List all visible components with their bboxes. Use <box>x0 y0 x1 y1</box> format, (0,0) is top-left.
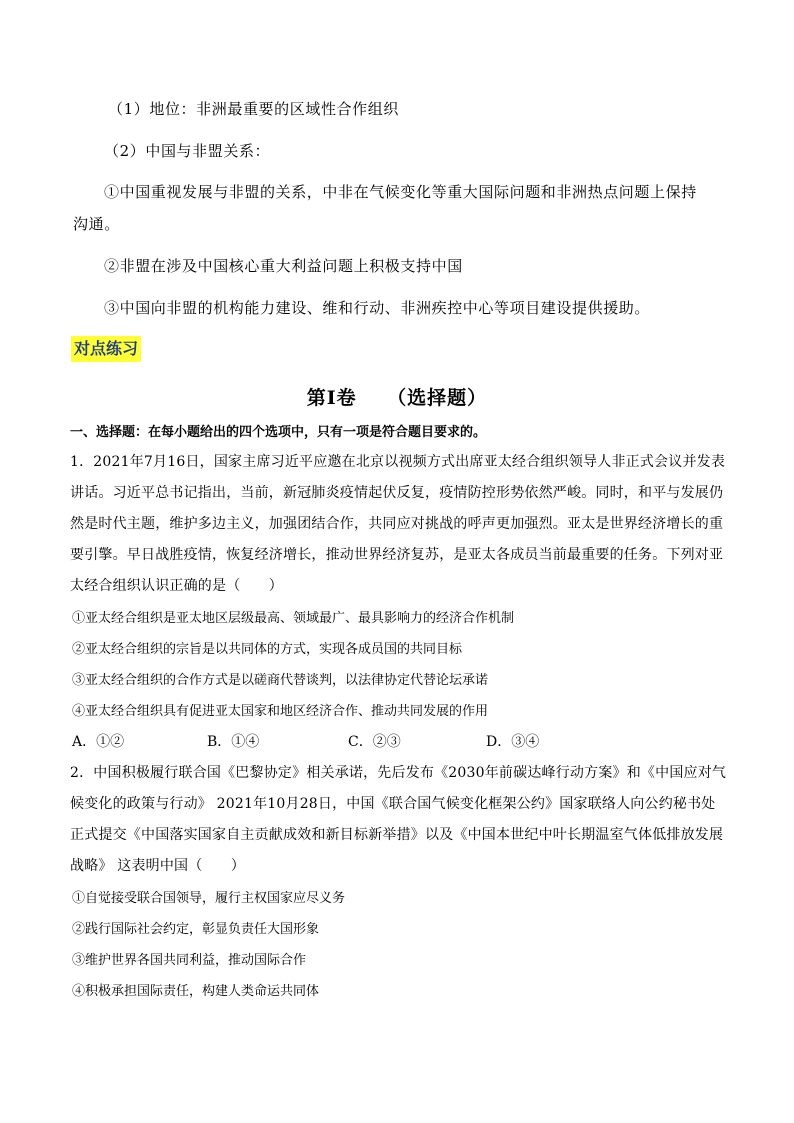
q1-choices <box>72 731 572 751</box>
q1-option-2: ②亚太经合组织的宗旨是以共同体的方式，实现各成员国的共同目标 <box>72 642 463 657</box>
q2-option-1: ①自觉接受联合国领导，履行主权国家应尽义务 <box>72 891 346 906</box>
q2-option-2: ②践行国际社会约定，彰显负责任大国形象 <box>72 922 320 937</box>
q1-stem-line-4: 要引擎。早日战胜疫情，恢复经济增长，推动世界经济复苏，是亚太各成员当前最重要的任务。下列对亚 <box>70 547 724 563</box>
q1-option-3: ③亚太经合组织的合作方式是以磋商代替谈判，以法律协定代替论坛承诺 <box>72 673 489 688</box>
q1-option-4: ④亚太经合组织具有促进亚太国家和地区经济合作、推动共同发展的作用 <box>72 704 489 719</box>
q1-stem-line-5: 太经合组织认识正确的是（ ） <box>70 578 283 594</box>
q1-stem-line-3: 然是时代主题，维护多边主义，加强团结合作，共同应对挑战的呼声更加强烈。亚太是世界经济增长的重 <box>70 516 724 532</box>
q1-option-1: ①亚太经合组织是亚太地区层级最高、领域最广、最具影响力的经济合作机制 <box>72 611 515 626</box>
intro-point-2: ②非盟在涉及中国核心重大利益问题上积极支持中国 <box>104 257 463 275</box>
q2-stem-line-3: 正式提交《中国落实国家自主贡献成效和新目标新举措》以及《中国本世纪中叶长期温室气体低排放发展 <box>70 827 724 843</box>
intro-item-1: （1）地位：非洲最重要的区域性合作组织 <box>108 100 399 118</box>
q1-stem-line-2: 讲话。习近平总书记指出，当前，新冠肺炎疫情起伏反复，疫情防控形势依然严峻。同时，和平与发展仍 <box>70 485 724 501</box>
intro-point-3: ③中国向非盟的机构能力建设、维和行动、非洲疾控中心等项目建设提供援助。 <box>104 299 651 317</box>
q1-choice-a: A．①② <box>72 734 125 750</box>
intro-item-2: （2）中国与非盟关系： <box>104 142 271 160</box>
q1-choice-c: C．②③ <box>348 734 401 750</box>
q1-choice-b: B．①④ <box>207 734 260 750</box>
practice-tag: 对点练习 <box>71 336 141 362</box>
q2-option-4: ④积极承担国际责任，构建人类命运共同体 <box>72 984 320 999</box>
intro-point-1-line-2: 沟通。 <box>73 215 120 233</box>
q2-stem-line-1: 2．中国积极履行联合国《巴黎协定》相关承诺，先后发布《2030年前碳达峰行动方案》和《中国应对气 <box>70 765 727 781</box>
q1-choice-d: D．③④ <box>486 734 540 750</box>
q2-stem-line-4: 战略》 这表明中国（ ） <box>70 858 246 874</box>
volume-title: 第Ⅰ卷 （选择题） <box>306 387 488 409</box>
intro-point-1-line-1: ①中国重视发展与非盟的关系，中非在气候变化等重大国际问题和非洲热点问题上保持 <box>104 183 697 201</box>
q1-stem-line-1: 1．2021年7月16日，国家主席习近平应邀在北京以视频方式出席亚太经合组织领导人非正式会议并发表 <box>70 454 726 470</box>
section-instruction: 一、选择题：在每小题给出的四个选项中，只有一项是符合题目要求的。 <box>70 425 487 440</box>
q2-stem-line-2: 候变化的政策与行动》 2021年10月28日，中国《联合国气候变化框架公约》国家联络人向公约秘书处 <box>70 796 716 812</box>
q2-option-3: ③维护世界各国共同利益，推动国际合作 <box>72 953 307 968</box>
